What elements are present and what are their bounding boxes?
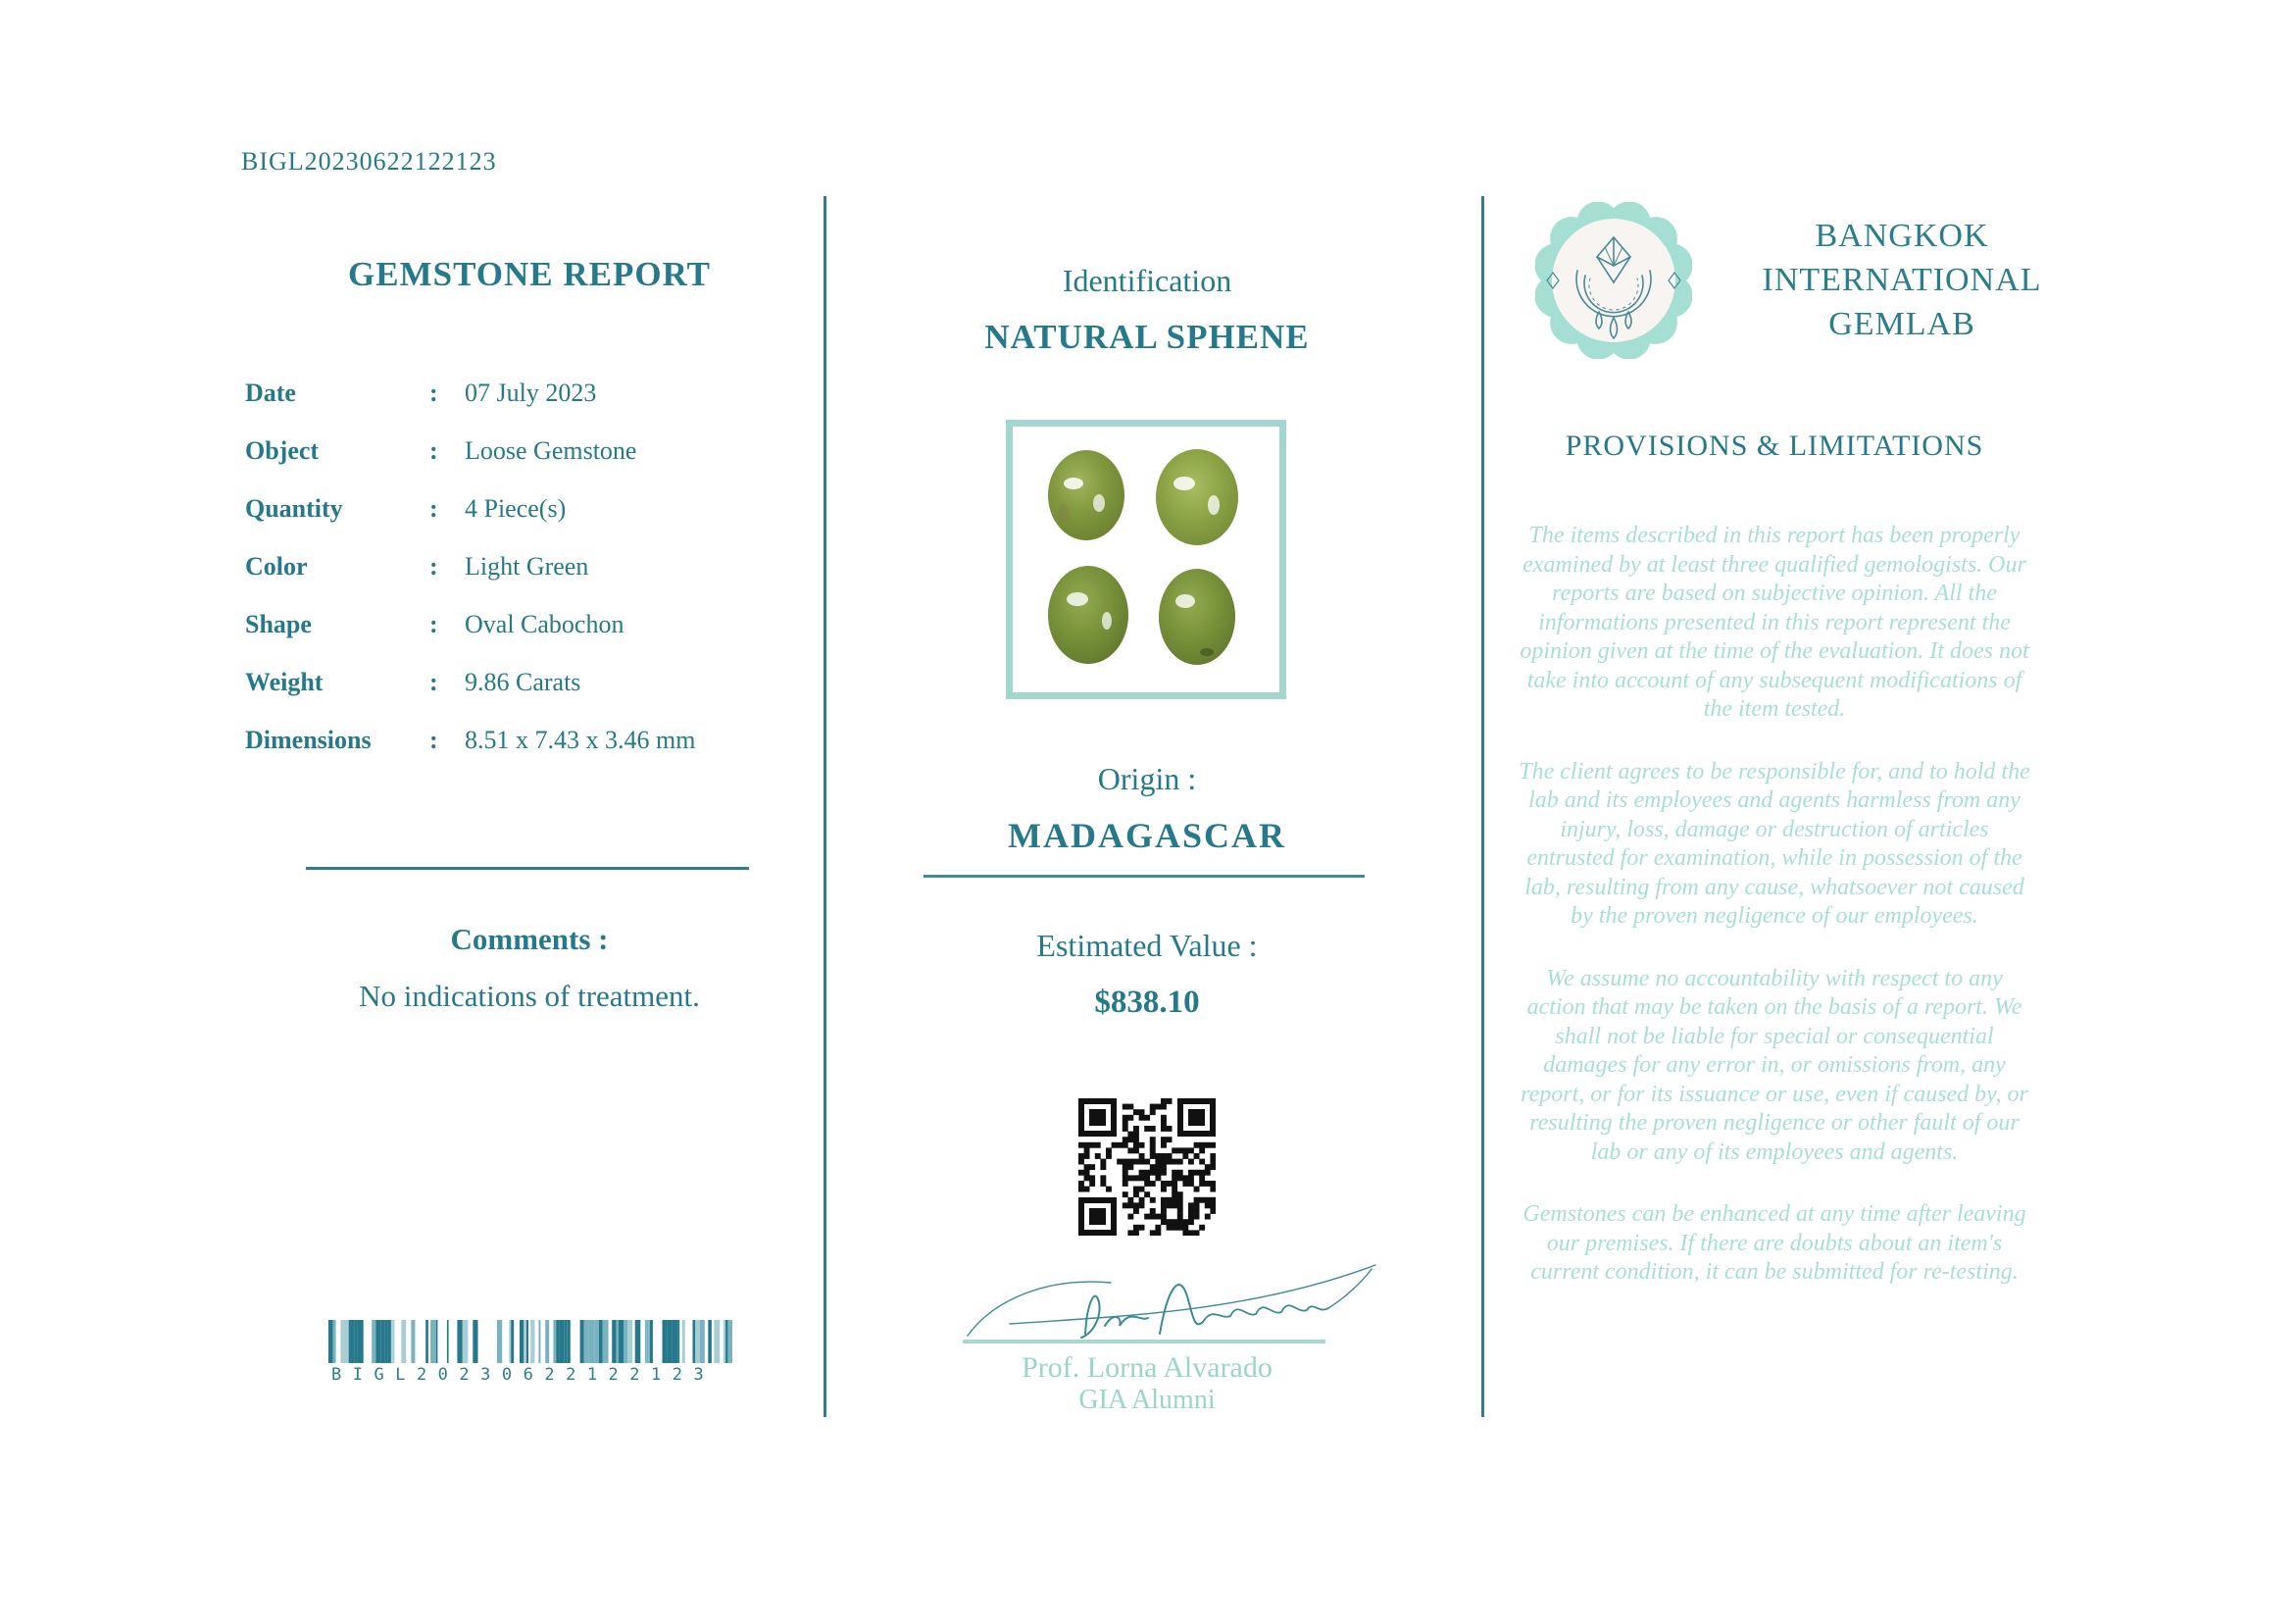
column-divider-left bbox=[824, 196, 826, 1417]
barcode-caption: BIGL20230622122123 bbox=[331, 1365, 716, 1385]
comments-label: Comments : bbox=[450, 922, 609, 956]
detail-value: 4 Piece(s) bbox=[465, 494, 567, 523]
detail-separator: : bbox=[429, 668, 438, 696]
detail-value: 07 July 2023 bbox=[465, 379, 597, 407]
estimated-value-label: Estimated Value : bbox=[1036, 928, 1258, 963]
estimated-value: $838.10 bbox=[1094, 985, 1200, 1020]
gemstone-photo bbox=[1006, 420, 1286, 699]
identification-species: NATURAL SPHENE bbox=[984, 318, 1310, 356]
provisions-paragraph-2: The client agrees to be responsible for, and to hold the lab and its employees and agents harmless from any injury, loss, damage or destruction of articles entrusted for examination, while in possession of the lab, resulting from any cause, whatsoever not caused by the proven negligence of our employees. bbox=[1519, 758, 2030, 929]
detail-separator: : bbox=[429, 552, 438, 581]
middle-section-divider bbox=[923, 875, 1365, 878]
gem-bottom-left bbox=[1048, 566, 1128, 664]
detail-row-color bbox=[245, 552, 814, 610]
detail-label: Dimensions bbox=[245, 726, 372, 754]
provisions-paragraph-3: We assume no accountability with respect to any action that may be taken on the basis of a report. We shall not be liable for special or consequential damages for any error in, or omissions from, any report, or for its issuance or use, even if caused by, or resulting the proven negligence or other fault of our lab or any of its employees and agents. bbox=[1521, 965, 2028, 1165]
detail-value: Light Green bbox=[465, 552, 589, 581]
detail-label: Object bbox=[245, 436, 320, 465]
detail-separator: : bbox=[429, 494, 438, 523]
detail-row-object bbox=[245, 436, 814, 494]
comments-text: No indications of treatment. bbox=[359, 979, 700, 1013]
gem-bottom-right bbox=[1159, 569, 1235, 665]
provisions-paragraph-1: The items described in this report has been properly examined by at least three qualified gemologists. Our reports are based on subjective opinion. All the informations presented in this report represent the opinion given at the time of the evaluation. It does not take into account of any subsequent modifications of the item tested. bbox=[1520, 523, 2029, 722]
lab-name-line2: INTERNATIONAL bbox=[1762, 262, 2042, 298]
provisions-heading: PROVISIONS & LIMITATIONS bbox=[1565, 430, 1984, 462]
provisions-paragraph-4: Gemstones can be enhanced at any time after leaving our premises. If there are doubts about an item's current condition, it can be submitted for re-testing. bbox=[1522, 1201, 2026, 1285]
signatory-title: GIA Alumni bbox=[1078, 1385, 1216, 1415]
origin-label: Origin : bbox=[1097, 761, 1197, 796]
detail-separator: : bbox=[429, 436, 438, 465]
origin-value: MADAGASCAR bbox=[1008, 816, 1286, 855]
signature bbox=[956, 1243, 1387, 1345]
detail-label: Date bbox=[245, 379, 296, 407]
qr-code bbox=[1078, 1098, 1216, 1236]
detail-row-dimensions bbox=[245, 726, 814, 784]
barcode bbox=[328, 1320, 732, 1363]
detail-row-weight bbox=[245, 668, 814, 726]
lab-name-line1: BANGKOK bbox=[1815, 218, 1989, 254]
detail-value: Oval Cabochon bbox=[465, 610, 624, 638]
detail-value: 9.86 Carats bbox=[465, 668, 581, 696]
lab-logo-icon bbox=[1535, 202, 1692, 359]
gemstone-photo-image bbox=[1013, 427, 1279, 692]
detail-separator: : bbox=[429, 610, 438, 638]
lab-name-line3: GEMLAB bbox=[1828, 306, 1975, 342]
detail-label: Quantity bbox=[245, 494, 343, 523]
report-number: BIGL20230622122123 bbox=[241, 147, 497, 176]
detail-value: 8.51 x 7.43 x 3.46 mm bbox=[465, 726, 696, 754]
detail-separator: : bbox=[429, 379, 438, 407]
left-section-divider bbox=[306, 867, 749, 870]
detail-row-quantity bbox=[245, 494, 814, 552]
detail-separator: : bbox=[429, 726, 438, 754]
barcode-bars bbox=[328, 1320, 732, 1363]
detail-row-date bbox=[245, 379, 814, 436]
column-divider-right bbox=[1481, 196, 1484, 1417]
gem-top-right bbox=[1156, 449, 1238, 545]
provisions-paragraphs bbox=[1515, 522, 2034, 1321]
report-details-list bbox=[245, 379, 814, 784]
identification-heading: Identification bbox=[1062, 263, 1232, 298]
signature-line bbox=[963, 1340, 1325, 1343]
detail-value: Loose Gemstone bbox=[465, 436, 637, 465]
detail-label: Weight bbox=[245, 668, 324, 696]
detail-row-shape bbox=[245, 610, 814, 668]
lab-name bbox=[1704, 214, 2100, 346]
signatory-name: Prof. Lorna Alvarado bbox=[1022, 1351, 1273, 1384]
report-title: GEMSTONE REPORT bbox=[348, 255, 711, 293]
detail-label: Color bbox=[245, 552, 308, 581]
detail-label: Shape bbox=[245, 610, 312, 638]
gem-top-left bbox=[1048, 450, 1124, 540]
